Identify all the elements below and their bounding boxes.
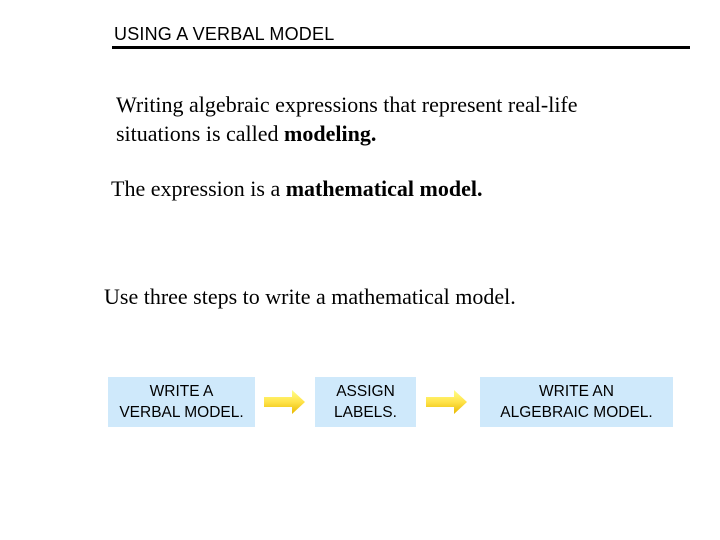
slide-title: USING A VERBAL MODEL [114,24,335,44]
step-2-line-2: LABELS. [334,404,397,421]
arrow-right-icon [426,389,468,415]
mathematical-model-term: mathematical model. [285,176,483,201]
expression-paragraph [111,174,671,203]
expression-text: The expression is a [111,176,286,201]
step-1-line-2: VERBAL MODEL. [119,404,244,421]
step-assign-labels [315,377,416,427]
modeling-paragraph [116,90,676,148]
modeling-line-2: situations is called [116,121,285,146]
step-write-verbal-model [108,377,255,427]
step-2-line-1: ASSIGN [336,383,395,400]
step-3-line-1: WRITE AN [539,383,614,400]
step-write-algebraic-model [480,377,673,427]
arrow-right-icon [264,389,306,415]
title-underline [112,46,690,49]
modeling-term: modeling. [284,121,377,146]
steps-intro: Use three steps to write a mathematical model. [104,284,516,309]
modeling-line-1: Writing algebraic expressions that represent real-life [116,92,578,117]
step-3-line-2: ALGEBRAIC MODEL. [500,404,653,421]
step-1-line-1: WRITE A [149,383,214,400]
